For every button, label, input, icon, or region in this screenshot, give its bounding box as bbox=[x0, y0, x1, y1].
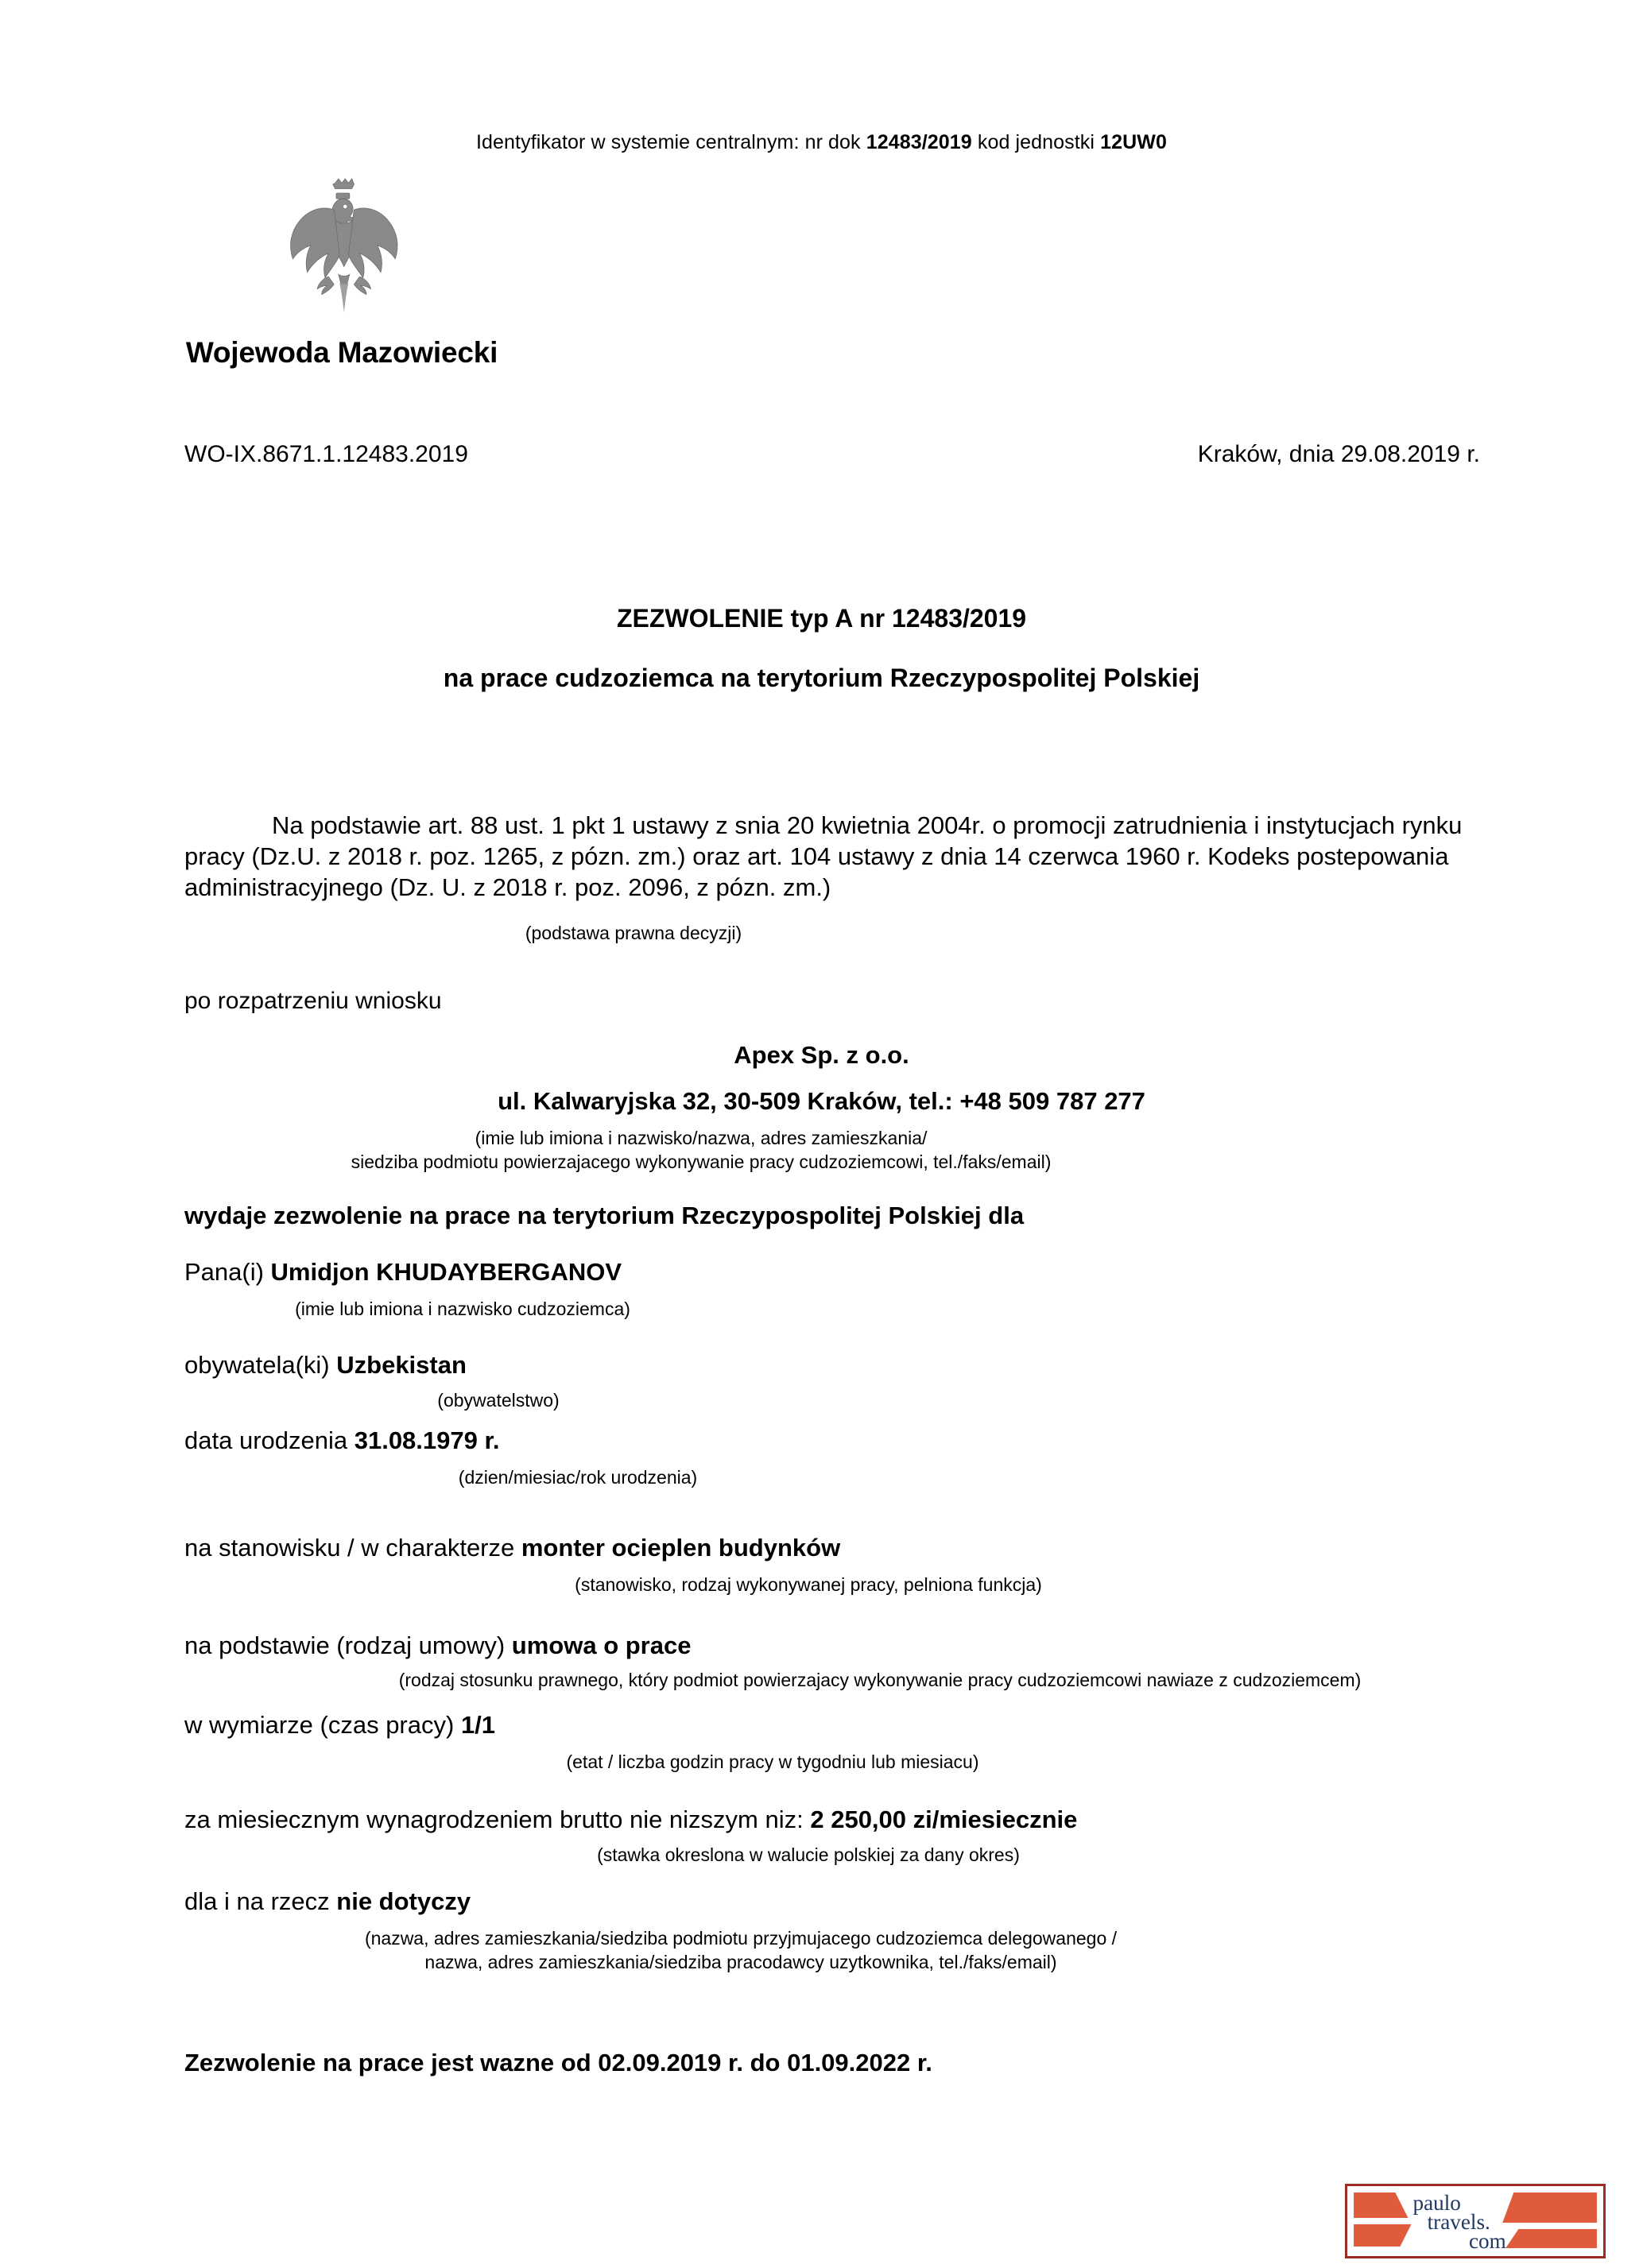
field-label: dla i na rzecz bbox=[184, 1887, 337, 1915]
employer-name: Apex Sp. z o.o. bbox=[734, 1041, 909, 1069]
field-label: Pana(i) bbox=[184, 1258, 271, 1286]
field-label: na stanowisku / w charakterze bbox=[184, 1534, 521, 1562]
field-label: obywatela(ki) bbox=[184, 1351, 337, 1379]
issue-statement: wydaje zezwolenie na prace na terytorium Rzeczypospolitej Polskiej dla bbox=[184, 1202, 1025, 1229]
field-for-whom bbox=[184, 1887, 471, 1916]
logo-text-line3: com bbox=[1468, 2229, 1506, 2253]
unit-code: 12UW0 bbox=[1100, 131, 1167, 153]
field-contract-type bbox=[184, 1631, 691, 1660]
legal-basis-caption: (podstawa prawna decyzji) bbox=[525, 923, 742, 943]
polish-eagle-emblem bbox=[275, 176, 409, 323]
field-caption-position: (stanowisko, rodzaj wykonywanej pracy, pelniona funkcja) bbox=[575, 1574, 1042, 1595]
paulo-travels-logo-graphic bbox=[1347, 2186, 1603, 2256]
field-citizenship bbox=[184, 1351, 467, 1380]
application-intro: po rozpatrzeniu wniosku bbox=[184, 988, 442, 1014]
field-value: umowa o prace bbox=[511, 1631, 692, 1659]
field-birth-date bbox=[184, 1426, 499, 1455]
field-caption-for-whom bbox=[184, 1927, 1297, 1975]
system-identifier bbox=[0, 131, 1643, 154]
field-label: w wymiarze (czas pracy) bbox=[184, 1711, 461, 1739]
field-value: Uzbekistan bbox=[336, 1351, 467, 1379]
reference-line bbox=[184, 441, 1480, 468]
field-working-time bbox=[184, 1711, 495, 1740]
field-value: 31.08.1979 r. bbox=[354, 1426, 500, 1454]
field-value: 2 250,00 zi/miesiecznie bbox=[810, 1805, 1078, 1833]
field-caption-birth-date: (dzien/miesiac/rok urodzenia) bbox=[458, 1467, 698, 1488]
logo-text-line1: paulo bbox=[1412, 2191, 1461, 2215]
logo-shape-top-right bbox=[1502, 2193, 1597, 2223]
logo-text-line2: travels. bbox=[1427, 2210, 1490, 2234]
authority-block bbox=[163, 176, 521, 370]
field-value: nie dotyczy bbox=[336, 1887, 471, 1915]
field-salary bbox=[184, 1805, 1077, 1834]
field-label: na podstawie (rodzaj umowy) bbox=[184, 1631, 512, 1659]
field-foreigner-name bbox=[184, 1258, 622, 1287]
field-position bbox=[184, 1534, 840, 1562]
field-value: Umidjon KHUDAYBERGANOV bbox=[270, 1258, 622, 1286]
case-number: WO-IX.8671.1.12483.2019 bbox=[184, 441, 468, 467]
field-label: data urodzenia bbox=[184, 1426, 355, 1454]
field-caption-salary: (stawka okreslona w walucie polskiej za dany okres) bbox=[597, 1844, 1020, 1865]
system-identifier-prefix: Identyfikator w systemie centralnym: nr dok bbox=[476, 131, 866, 153]
field-value: monter ocieplen budynków bbox=[521, 1534, 841, 1562]
paulo-travels-logo bbox=[1345, 2184, 1606, 2258]
validity-statement: Zezwolenie na prace jest wazne od 02.09.2019 r. do 01.09.2022 r. bbox=[184, 2049, 932, 2076]
employer-caption bbox=[184, 1127, 1218, 1175]
field-label: za miesiecznym wynagrodzeniem brutto nie nizszym niz: bbox=[184, 1805, 811, 1833]
document-subtitle: na prace cudzoziemca na terytorium Rzeczypospolitej Polskiej bbox=[443, 664, 1200, 692]
employer-caption-line2: siedziba podmiotu powierzajacego wykonywanie pracy cudzoziemcowi, tel./faks/email) bbox=[351, 1151, 1052, 1172]
legal-basis-text: Na podstawie art. 88 ust. 1 pkt 1 ustawy z snia 20 kwietnia 2004r. o promocji zatrudnienia i instytucjach rynku pracy (Dz.U. z 2018 r. poz. 1265, z pózn. zm.) oraz art. 104 ustawy z dnia 14 czerwca 1960 r. Kodeks postepowania administracyjnego (Dz. U. z 2018 r. poz. 2096, z pózn. zm.) bbox=[184, 811, 1463, 901]
field-caption-citizenship: (obywatelstwo) bbox=[437, 1390, 560, 1411]
employer-caption-line1: (imie lub imiona i nazwisko/nazwa, adres zamieszkania/ bbox=[475, 1128, 928, 1148]
for-whom-caption-line2: nazwa, adres zamieszkania/siedziba pracodawcy uzytkownika, tel./faks/email) bbox=[424, 1951, 1057, 1972]
field-value: 1/1 bbox=[460, 1711, 496, 1739]
logo-shape-bottom-right bbox=[1505, 2229, 1597, 2248]
for-whom-caption-line1: (nazwa, adres zamieszkania/siedziba podmiotu przyjmujacego cudzoziemca delegowanego / bbox=[364, 1928, 1118, 1949]
document-title: ZEZWOLENIE typ A nr 12483/2019 bbox=[616, 604, 1027, 633]
unit-label: kod jednostki bbox=[971, 131, 1101, 153]
field-caption-working-time: (etat / liczba godzin pracy w tygodniu lub miesiacu) bbox=[566, 1751, 979, 1772]
place-and-date: Kraków, dnia 29.08.2019 r. bbox=[1197, 441, 1480, 467]
field-caption-foreigner-name: (imie lub imiona i nazwisko cudzoziemca) bbox=[295, 1298, 630, 1319]
authority-name: Wojewoda Mazowiecki bbox=[185, 336, 498, 369]
document-number: 12483/2019 bbox=[866, 131, 972, 153]
field-caption-contract-type: (rodzaj stosunku prawnego, który podmiot powierzajacy wykonywanie pracy cudzoziemcowi nawiaze z cudzoziemcem) bbox=[398, 1670, 1362, 1690]
employer-address: ul. Kalwaryjska 32, 30-509 Kraków, tel.: +48 509 787 277 bbox=[498, 1087, 1145, 1115]
